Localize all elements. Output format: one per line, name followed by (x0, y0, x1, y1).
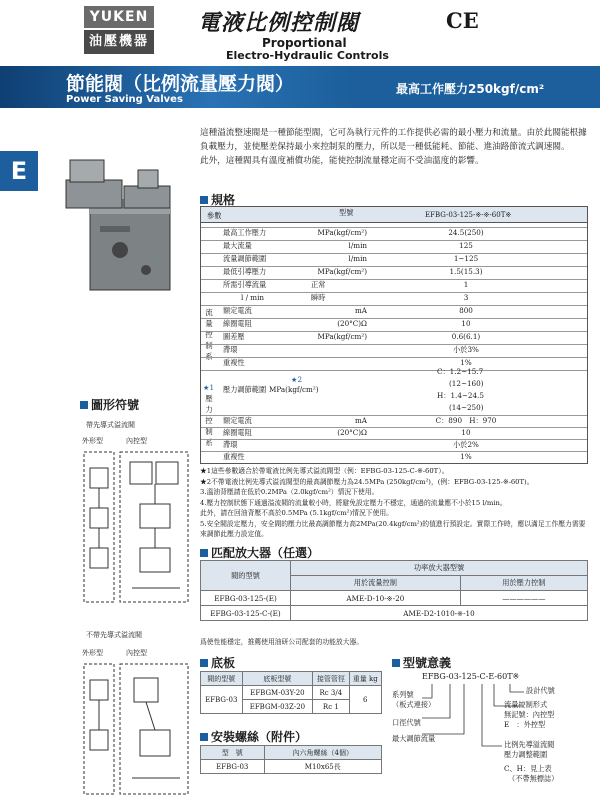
without-pilot-label: 不帶先導式溢流閥 (86, 631, 142, 639)
base-heading (200, 654, 235, 671)
spec-item: 所需引導流量 (223, 280, 267, 289)
spec-value: 24.5(250) (448, 228, 484, 237)
specs-heading-text: 規格 (211, 193, 236, 207)
spec-item: 額定電流 (223, 306, 252, 315)
valve-product-image (60, 130, 188, 300)
amp-model: EFBG-03-125-C-(E) (201, 606, 291, 621)
ce-mark-icon: CE (446, 8, 479, 33)
spec-unit: (20°C)Ω (337, 319, 367, 328)
logo-subtitle: 油壓機器 (84, 30, 154, 54)
spec-row (201, 451, 587, 461)
screw-value: M10x65長 (264, 760, 381, 774)
amplifier-heading-text: 匹配放大器（任選） (211, 546, 320, 560)
product-title: 節能閥（比例流量壓力閥） (66, 73, 295, 95)
amplifier-heading (200, 544, 319, 561)
spec-item: 額定電流 (223, 416, 252, 425)
symbol-diagram-without-pilot (80, 660, 192, 800)
base-plate: EFBGM-03Z-20 (242, 700, 313, 714)
hydraulic-symbols-panel (80, 408, 192, 800)
spec-item: 最高工作壓力 (223, 228, 267, 237)
spec-unit: MPa(kgf/cm²) (317, 228, 367, 237)
spec-row (201, 305, 587, 315)
spec-unit: l/min (348, 254, 367, 263)
amp-model: EFBG-03-125-(E) (201, 591, 291, 606)
spec-row (201, 253, 587, 263)
base-col-weight: 重量 kg (349, 672, 382, 686)
yuken-logo (84, 6, 154, 56)
spec-unit: mA (354, 416, 367, 425)
spec-value: 小於3% (453, 345, 479, 354)
spec-value: 125 (459, 241, 473, 250)
spec-item: 線圈電阻 (223, 428, 252, 437)
spec-row (201, 415, 587, 425)
base-plate: EFBGM-03Y-20 (242, 686, 313, 700)
note-line: 此外，請在回油背壓不高於0.5MPa (5.1kgf/cm²)情況下使用。 (200, 509, 393, 517)
spec-value: 1 (463, 280, 469, 289)
ordering-flow-ctrl: 流量控制形式 (504, 700, 548, 709)
amp-flow: AME-D-10-※-20 (291, 591, 461, 606)
outline-type-label-2: 外形型 (82, 649, 103, 657)
ordering-code-diagram (392, 660, 592, 810)
spec-item: l / min (241, 293, 265, 302)
base-col-port: 接管管徑 (313, 672, 349, 686)
spec-item: 重複性 (223, 452, 245, 461)
category-subtitle-2: Electro-Hydraulic Controls (226, 49, 389, 62)
spec-row (201, 266, 587, 276)
pressure-range-marker: ★2 (291, 375, 303, 384)
note-line: ★2不帶電液比例先導式溢流閥型的最高調節壓力為24.5MPa (250kgf/cm²)，(例：EFBG-03-125-※-60T)。 (200, 477, 534, 486)
ordering-relief: 比例先導溢流閥 (504, 740, 555, 749)
intro-paragraph-1: 這種溢流整速閥是一種節能型閥，它可為執行元件的工作提供必需的最小壓力和流量。由於此閥能根據負載壓力，並使壓差保持最小來控制泵的壓力，所以是一種低能耗、節能、進油路節流式調速閥。 (200, 128, 587, 152)
pressure-control-label: 壓力控制系 (205, 394, 213, 447)
amp-col-model: 閥的型號 (201, 561, 291, 591)
intro-paragraph-2: 此外，這種閥具有溫度補償功能，能使控制流量穩定而不受油溫度的影響。 (200, 156, 484, 166)
spec-value: 10 (461, 319, 471, 328)
intro-text (200, 126, 592, 168)
table-row (201, 760, 382, 774)
specs-table (200, 206, 588, 464)
base-col-base: 底板型號 (242, 672, 313, 686)
category-title: 電液比例控制閥 (198, 11, 360, 36)
page-header (0, 0, 600, 62)
spec-item: 最低引導壓力 (223, 267, 267, 276)
spec-value: 3 (463, 293, 469, 302)
flow-control-label: 流量控制系 (205, 308, 213, 361)
ordering-ch: C、H：見上表 (504, 764, 552, 773)
amplifier-note: 爲使性能穩定，推薦使用油研公司配套的功能放大器。 (200, 638, 364, 646)
spec-item: 重複性 (223, 358, 245, 367)
spec-value: 10 (461, 428, 471, 437)
pressure-range-unit: MPa(kgf/cm²) (269, 385, 319, 394)
screws-heading (200, 728, 307, 745)
ordering-design: 設計代號 (526, 686, 555, 695)
amp-col-pressure: 用於壓力控制 (460, 576, 587, 591)
detail-type-label-1: 內控型 (126, 437, 147, 445)
spec-value: 小於2% (453, 440, 479, 449)
bullet-square-icon (200, 549, 208, 557)
base-table (200, 671, 382, 714)
table-row (201, 591, 588, 606)
screw-model: EFBG-03 (201, 760, 265, 774)
spec-value: 1.5(15.3) (449, 267, 483, 276)
ordering-code: EFBG-03-125-C-E-60T※ (422, 672, 520, 681)
ordering-series: 系列號 (392, 690, 414, 699)
detail-type-label-2: 內控型 (126, 649, 147, 657)
spec-row (201, 240, 587, 250)
spec-value: 0.6(6.1) (451, 332, 481, 341)
base-model: EFBG-03 (201, 686, 243, 714)
note-line: 3.溫油背壓請在低於0.2MPa（2.0kgf/cm²）情況下使用。 (200, 488, 379, 496)
ordering-size: 口徑代號 (392, 718, 421, 727)
spec-unit: mA (354, 306, 367, 315)
section-tab-e: E (0, 151, 38, 191)
amp-pressure: —————— (460, 591, 587, 606)
symbols-heading-text: 圖形符號 (91, 398, 140, 412)
table-row (201, 686, 382, 700)
spec-unit: 正常 (311, 280, 326, 289)
ordering-ch-2: （不帶無標誌） (508, 774, 559, 783)
spec-row (201, 279, 587, 289)
logo-brand: YUKEN (84, 6, 154, 28)
product-subtitle: Power Saving Valves (66, 94, 183, 105)
outline-type-label-1: 外形型 (82, 437, 103, 445)
spec-row (201, 357, 587, 367)
amp-flow: AME-D2-1010-※-10 (291, 606, 588, 621)
spec-item: 線圈電阻 (223, 319, 252, 328)
pressure-range-c-kgf: (12~160) (449, 379, 484, 388)
specs-head-model: 型號 (339, 208, 354, 217)
pressure-range-item: 壓力調節範圍 (223, 385, 267, 394)
base-heading-text: 底板 (211, 656, 236, 670)
spec-value: 800 (459, 306, 473, 315)
bullet-square-icon (200, 733, 208, 741)
ordering-no-mark: 無記號：內控型 (504, 710, 555, 719)
spec-row (201, 227, 587, 237)
spec-row (201, 427, 587, 437)
screw-col-screw: 內六角螺絲（4個） (264, 746, 381, 760)
bullet-square-icon (200, 659, 208, 667)
spec-unit: MPa(kgf/cm²) (317, 332, 367, 341)
pressure-range-h: H：1.4~24.5 (437, 391, 484, 400)
spec-item: 滯環 (223, 345, 238, 354)
ordering-series-sub: （板式連接） (392, 700, 436, 709)
pressure-range-c: C：1.2~15.7 (437, 367, 484, 376)
amp-col-flow: 用於流量控制 (291, 576, 461, 591)
spec-value: 1% (460, 358, 472, 367)
spec-row (201, 344, 587, 354)
amp-col-amp: 功率放大器型號 (291, 561, 588, 576)
spec-value: C：890 H：970 (435, 416, 497, 425)
spec-row (201, 318, 587, 328)
base-weight: 6 (349, 686, 382, 714)
spec-item: 圖差壓 (223, 332, 245, 341)
note-line: ★1這些參數適合於帶電液比例先導式溢流閥型（例：EFBG-03-125-C-※-60T）。 (200, 467, 449, 475)
ordering-leader-lines (392, 682, 592, 782)
screws-heading-text: 安裝螺絲（附件） (211, 730, 308, 744)
bullet-square-icon (200, 196, 208, 204)
spec-value: 1% (460, 452, 472, 461)
specs-table-header (201, 207, 587, 223)
pressure-divider (201, 370, 587, 371)
screw-col-model: 型 號 (201, 746, 265, 760)
table-row (201, 606, 588, 621)
screws-table (200, 745, 382, 774)
spec-value: 1~125 (453, 254, 479, 263)
spec-item: 滯環 (223, 440, 238, 449)
base-port: Rc 3/4 (313, 686, 349, 700)
spec-unit: 瞬時 (311, 293, 326, 302)
max-pressure-label: 最高工作壓力250kgf/cm² (396, 82, 545, 96)
base-col-model: 閥的型號 (201, 672, 243, 686)
ordering-e-mark: E ：外控型 (504, 720, 546, 729)
ordering-relief-2: 壓力調整範圍 (504, 750, 548, 759)
spec-item: 最大流量 (223, 241, 252, 250)
spec-row (201, 439, 587, 449)
spec-row (201, 292, 587, 302)
spec-item: 流量調節範圍 (223, 254, 267, 263)
note-line: 4.壓力控制狀態下通過溢流閥的流量較小時，將避免設定壓力不穩定，通過的流量應不小於15 l/min。 (200, 498, 507, 507)
amplifier-table (200, 560, 588, 621)
base-port: Rc 1 (313, 700, 349, 714)
pressure-range-h-kgf: (14~250) (449, 403, 484, 412)
with-pilot-label: 帶先導式溢流閥 (86, 421, 135, 429)
spec-notes (200, 466, 592, 540)
ordering-max-flow: 最大調節流量 (392, 734, 436, 743)
pressure-marker: ★1 (203, 383, 215, 392)
spec-unit: (20°C)Ω (337, 428, 367, 437)
ordering-heading-text: 型號意義 (403, 656, 452, 670)
spec-unit: l/min (348, 241, 367, 250)
specs-head-value: EFBG-03-125-※-※-60T※ (425, 211, 512, 219)
symbol-diagram-with-pilot (80, 448, 192, 618)
category-subtitle-1: Proportional (262, 36, 347, 50)
spec-row (201, 331, 587, 341)
specs-head-param: 參數 (207, 211, 222, 220)
spec-unit: MPa(kgf/cm²) (317, 267, 367, 276)
note-line: 5.安全閥設定壓力，安全閥的壓力比最高調節壓力高2MPa(20.4kgf/cm²)的值進行預設定。實際工作時，應以滿足工作壓力需要來調節此壓力設定值。 (200, 519, 586, 538)
